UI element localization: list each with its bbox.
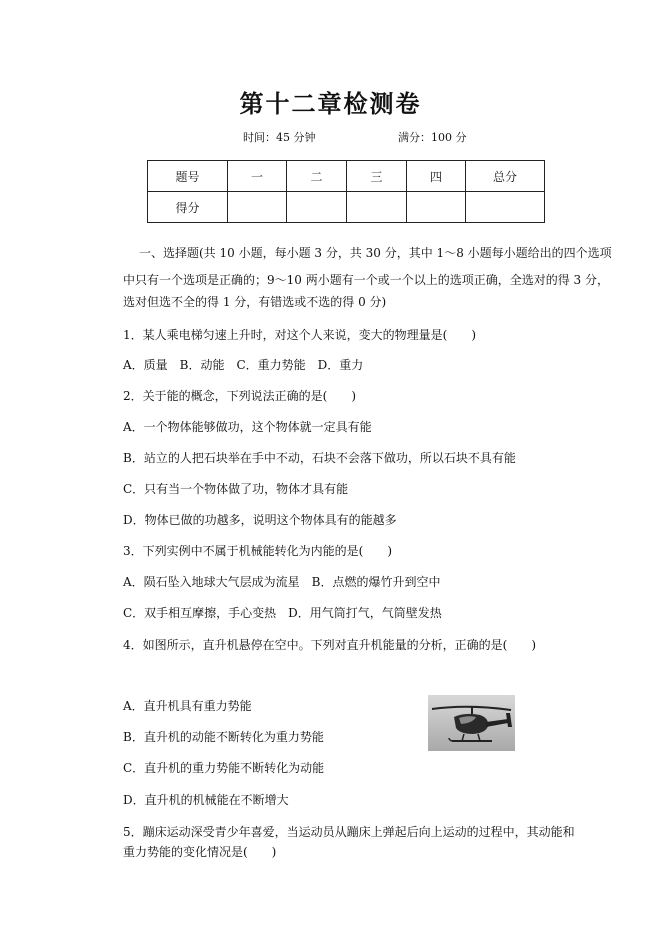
question-4-option-a: A．直升机具有重力势能	[123, 699, 252, 713]
score-cell: 一	[228, 161, 287, 192]
section1-intro-line3: 选对但选不全的得 1 分，有错选或不选的得 0 分)	[123, 295, 387, 309]
score-cell: 四	[407, 161, 466, 192]
question-3-options-cd: C．双手相互摩擦，手心变热 D．用气筒打气，气筒壁发热	[123, 606, 442, 620]
score-table-row	[148, 192, 545, 223]
question-2-option-a: A．一个物体能够做功，这个物体就一定具有能	[123, 420, 372, 434]
question-2-option-b: B．站立的人把石块举在手中不动，石块不会落下做功，所以石块不具有能	[123, 451, 516, 465]
score-cell: 总分	[466, 161, 545, 192]
section1-intro-line1: 一、选择题(共 10 小题，每小题 3 分，共 30 分，其中 1～8 小题每小题给出的四个选项	[139, 246, 612, 260]
score-table-header-row	[148, 161, 545, 192]
question-1-options: A．质量 B．动能 C．重力势能 D．重力	[123, 358, 364, 372]
helicopter-image	[428, 695, 515, 751]
score-cell: 二	[287, 161, 347, 192]
question-5-line1: 5．蹦床运动深受青少年喜爱，当运动员从蹦床上弹起后向上运动的过程中，其动能和	[123, 825, 575, 839]
question-2-option-d: D．物体已做的功越多，说明这个物体具有的能越多	[123, 513, 397, 527]
question-3-options-ab: A．陨石坠入地球大气层成为流星 B．点燃的爆竹升到空中	[123, 575, 441, 589]
full-score: 满分：100 分	[398, 131, 467, 144]
score-cell	[287, 192, 347, 223]
exam-time: 时间：45 分钟	[243, 131, 316, 144]
question-4-option-c: C．直升机的重力势能不断转化为动能	[123, 761, 325, 775]
question-4: 4．如图所示，直升机悬停在空中。下列对直升机能量的分析，正确的是( )	[123, 638, 537, 652]
question-2: 2．关于能的概念，下列说法正确的是( )	[123, 389, 356, 403]
question-4-option-b: B．直升机的动能不断转化为重力势能	[123, 730, 324, 744]
question-2-option-c: C．只有当一个物体做了功，物体才具有能	[123, 482, 349, 496]
score-cell	[347, 192, 407, 223]
score-cell	[466, 192, 545, 223]
question-3: 3．下列实例中不属于机械能转化为内能的是( )	[123, 544, 392, 558]
score-cell: 三	[347, 161, 407, 192]
question-5-line2: 重力势能的变化情况是( )	[123, 845, 277, 859]
section1-intro-line2: 中只有一个选项是正确的；9～10 两小题有一个或一个以上的选项正确，全选对的得 3 分，	[123, 273, 609, 287]
score-cell	[228, 192, 287, 223]
score-cell: 题号	[148, 161, 228, 192]
score-cell	[407, 192, 466, 223]
question-1: 1．某人乘电梯匀速上升时，对这个人来说，变大的物理量是( )	[123, 328, 477, 342]
score-table	[147, 160, 545, 223]
score-cell: 得分	[148, 192, 228, 223]
page-title: 第十二章检测卷	[239, 89, 422, 118]
question-4-option-d: D．直升机的机械能在不断增大	[123, 793, 289, 807]
